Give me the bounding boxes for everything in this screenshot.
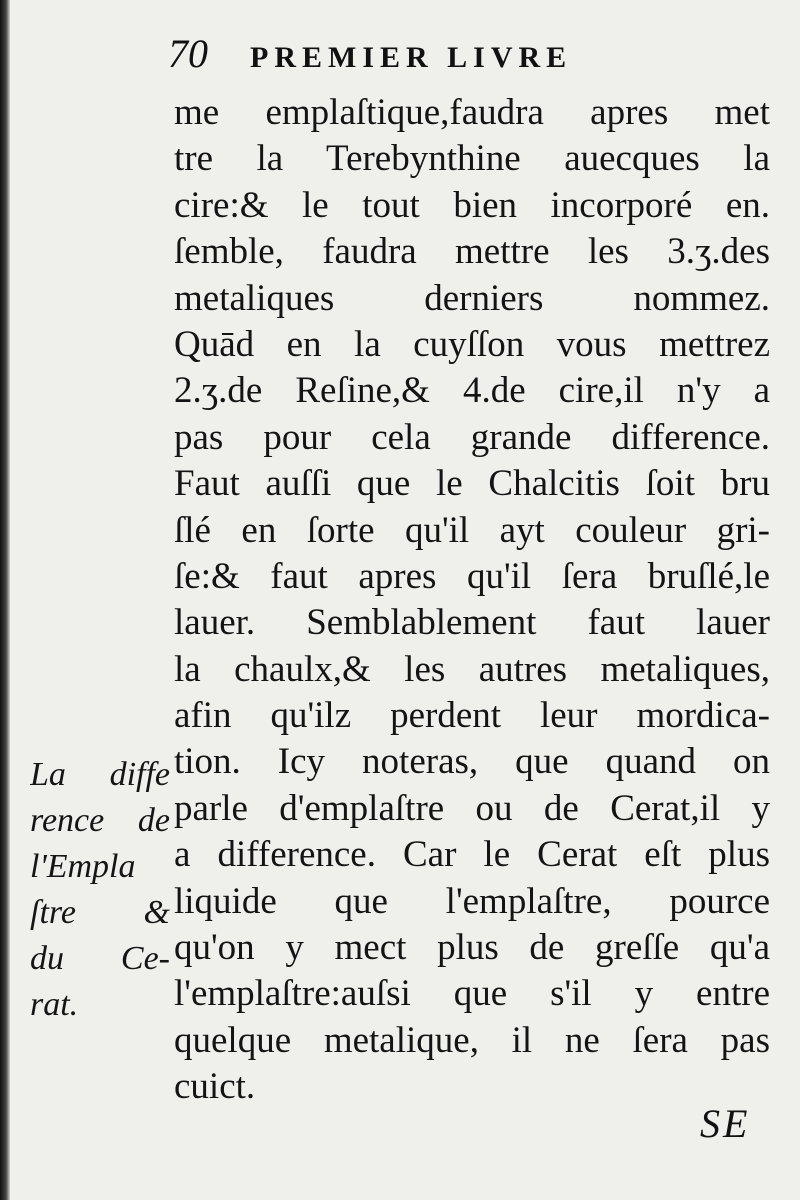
text-line: l'emplaſtre:auſsi que s'il y entre (174, 973, 770, 1015)
text-line: ſlé en ſorte qu'il ayt couleur gri- (174, 509, 770, 551)
text-line: tion. Icy noteras, que quand on (174, 741, 770, 783)
text-line: metaliques derniers nommez. (174, 277, 770, 319)
text-line: 2.ʒ.de Reſine,& 4.de cire,il n'y a (174, 370, 770, 412)
body-text (174, 90, 770, 1111)
text-line: a difference. Car le Cerat eſt plus (174, 834, 770, 876)
text-line: pas pour cela grande difference. (174, 416, 770, 458)
text-line: ſe:& faut apres qu'il ſera bruſlé,le (174, 555, 770, 597)
text-line: afin qu'ilz perdent leur mordica- (174, 695, 770, 737)
binding-gutter (0, 0, 10, 1200)
text-line: cire:& le tout bien incorporé en. (174, 184, 770, 226)
margin-note-line: La diffe (30, 756, 170, 793)
text-line: lauer. Semblablement faut lauer (174, 602, 770, 644)
text-line: ſemble, faudra mettre les 3.ʒ.des (174, 231, 770, 273)
text-line: Faut auſſi que le Chalcitis ſoit bru (174, 463, 770, 505)
text-line: parle d'emplaſtre ou de Cerat,il y (174, 787, 770, 829)
catchword: SE (700, 1101, 751, 1146)
margin-note-line: du Ce- (30, 940, 170, 977)
running-head: PREMIER LIVRE (250, 41, 573, 74)
margin-note-line: l'Empla (30, 848, 136, 885)
page-header (168, 30, 572, 80)
text-line: cuict. (174, 1066, 256, 1108)
text-line: tre la Terebynthine auecques la (174, 138, 770, 180)
margin-note (30, 752, 170, 1028)
text-line: la chaulx,& les autres metaliques, (174, 648, 770, 690)
text-line: Quād en la cuyſſon vous mettrez (174, 323, 770, 365)
page-number: 70 (168, 31, 208, 76)
margin-note-line: rat. (30, 986, 79, 1023)
text-line: me emplaſtique,faudra apres met (174, 92, 770, 133)
text-line: qu'on y mect plus de greſſe qu'a (174, 927, 770, 969)
text-line: liquide que l'emplaſtre, pource (174, 880, 770, 922)
margin-note-line: rence de (30, 802, 170, 839)
margin-note-line: ſtre & (30, 894, 170, 931)
text-line: quelque metalique, il ne ſera pas (174, 1019, 770, 1061)
